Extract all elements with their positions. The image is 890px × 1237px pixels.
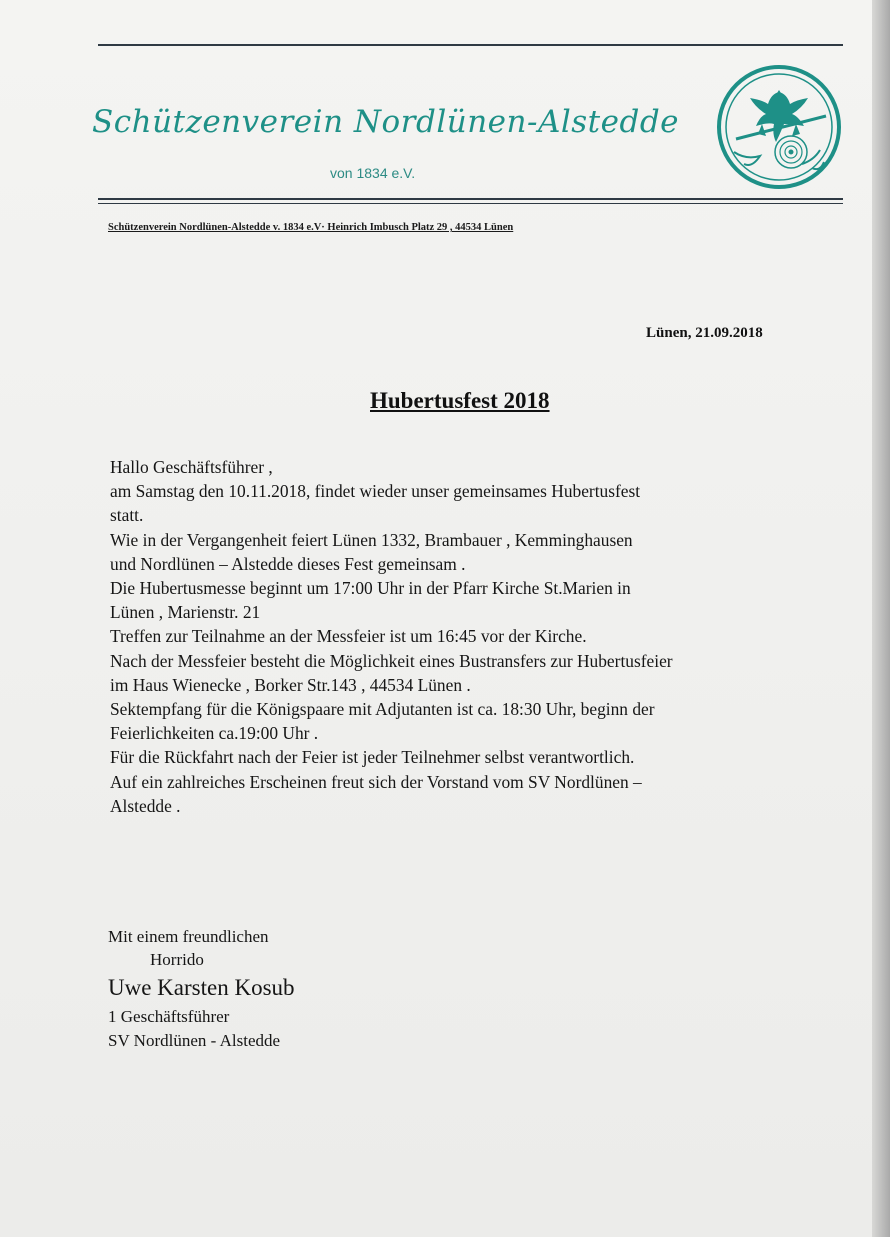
letter-title: Hubertusfest 2018 bbox=[370, 388, 550, 413]
body-line: am Samstag den 10.11.2018, findet wieder unser gemeinsames Hubertusfest bbox=[110, 481, 641, 502]
body-line: und Nordlünen – Alstedde dieses Fest gemeinsam . bbox=[110, 553, 466, 574]
body-line: Feierlichkeiten ca.19:00 Uhr . bbox=[110, 723, 319, 744]
body-line: Nach der Messfeier besteht die Möglichkeit eines Bustransfers zur Hubertusfeier bbox=[110, 650, 673, 671]
closing-greeting-horrido: Horrido bbox=[150, 950, 204, 969]
sender-address: Schützenverein Nordlünen-Alstedde v. 1834 e.V· Heinrich Imbusch Platz 29 , 44534 Lünen bbox=[108, 222, 514, 233]
closing-greeting: Mit einem freundlichen bbox=[108, 927, 269, 946]
body-line: Für die Rückfahrt nach der Feier ist jeder Teilnehmer selbst verantwortlich. bbox=[110, 747, 635, 768]
body-line: Wie in der Vergangenheit feiert Lünen 1332, Brambauer , Kemminghausen bbox=[110, 529, 633, 550]
body-line: Alstedde . bbox=[110, 795, 181, 816]
club-seal-icon bbox=[716, 64, 842, 190]
body-line: Treffen zur Teilnahme an der Messfeier ist um 16:45 vor der Kirche. bbox=[110, 626, 587, 647]
club-subtitle: von 1834 e.V. bbox=[330, 165, 416, 181]
signer-name: Uwe Karsten Kosub bbox=[108, 975, 295, 1000]
body-line: Die Hubertusmesse beginnt um 17:00 Uhr in der Pfarr Kirche St.Marien in bbox=[110, 578, 631, 599]
letter-body bbox=[110, 455, 800, 818]
body-line: im Haus Wienecke , Borker Str.143 , 44534 Lünen . bbox=[110, 674, 471, 695]
body-line: Lünen , Marienstr. 21 bbox=[110, 602, 261, 623]
header-bottom-rule-thin bbox=[98, 203, 843, 204]
signer-organization: SV Nordlünen - Alstedde bbox=[108, 1031, 281, 1050]
body-line: Sektempfang für die Königspaare mit Adjutanten ist ca. 18:30 Uhr, beginn der bbox=[110, 699, 655, 720]
body-line: Auf ein zahlreiches Erscheinen freut sich der Vorstand vom SV Nordlünen – bbox=[110, 771, 642, 792]
header-bottom-rule bbox=[98, 198, 843, 200]
page-edge-shadow bbox=[872, 0, 890, 1237]
signer-role: 1 Geschäftsführer bbox=[108, 1007, 230, 1026]
letter-closing bbox=[108, 926, 295, 1053]
header-top-rule bbox=[98, 44, 843, 46]
body-line: statt. bbox=[110, 505, 144, 526]
body-line: Hallo Geschäftsführer , bbox=[110, 457, 273, 477]
letter-date: Lünen, 21.09.2018 bbox=[646, 325, 763, 341]
club-name: Schützenverein Nordlünen-Alstedde bbox=[92, 104, 680, 140]
